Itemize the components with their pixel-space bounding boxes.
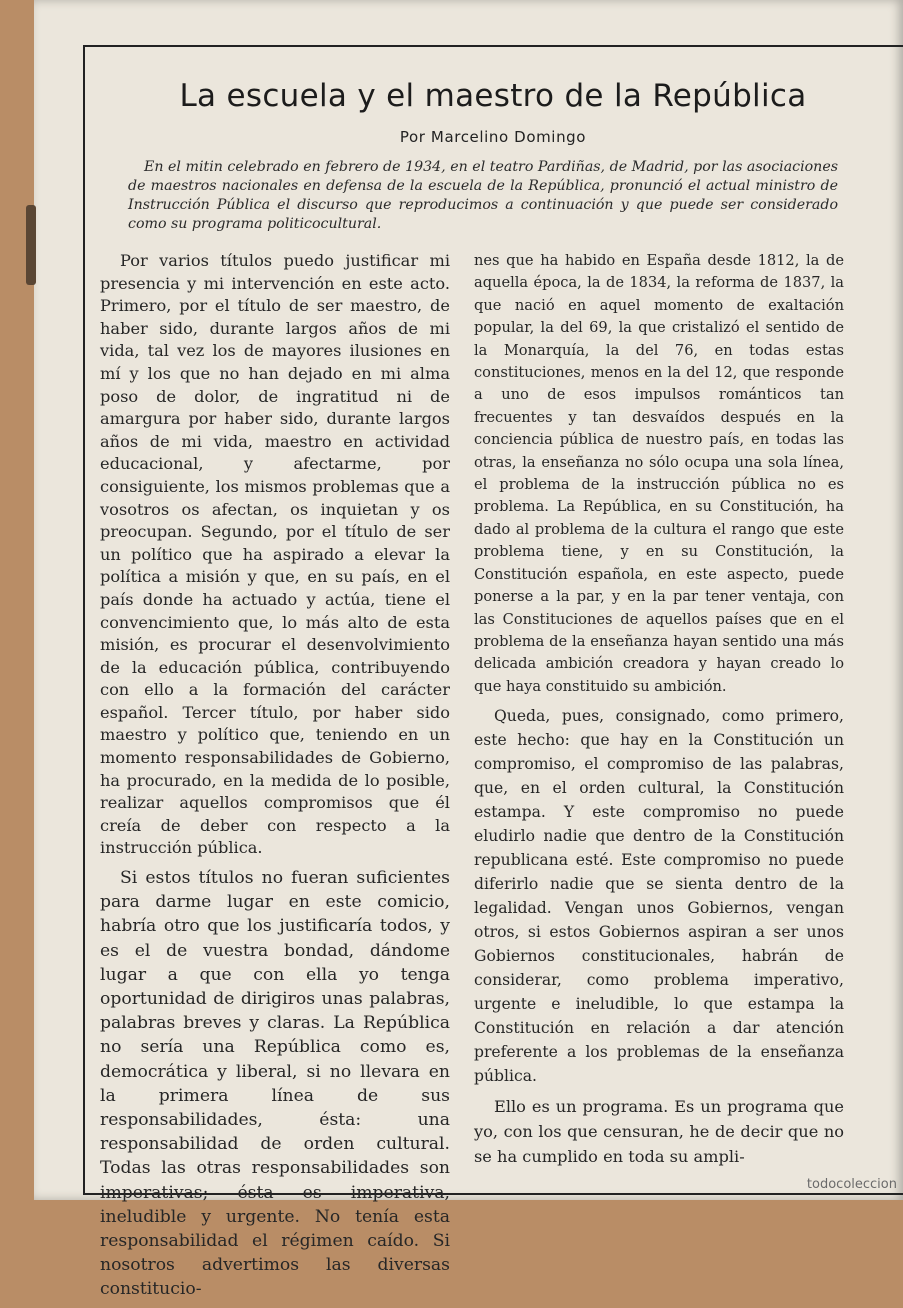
left-paragraph-1: Por varios títulos puedo justificar mi presencia y mi intervención en este acto. Primero, por el título de ser maestro, de haber sido, durante largos años de mi vida, tal vez los de mayores ilusiones en mí y los que no han dejado en mi alma poso de dolor, de ingratitud ni de amargura por haber sido, durante largos años de mi vida, maestro en actividad educacional, y afectarme, por consiguiente, los mismos problemas que a vosotros os afectan, os inquietan y os preocupan. Segundo, por el título de ser un político que ha aspirado a elevar la política a misión y que, en su país, en el país donde ha actuado y actúa, tiene el convencimiento que, lo más alto de esta misión, es procurar el desenvolvimiento de la educación pública, contribuyendo con ello a la formación del carácter español. Tercer título, por haber sido maestro y político que, teniendo en un momento responsabilidades de Gobierno, ha procurado, en la medida de lo posible, realizar aquellos compromisos que él creía de deber con respecto a la instrucción pública. (100, 251, 450, 858)
right-paragraph-3: Ello es un programa. Es un programa que yo, con los que censuran, he de decir que no se ha cumplido en toda su ampli- (474, 1097, 844, 1167)
right-column (474, 250, 844, 1175)
article-byline: Por Marcelino Domingo (399, 128, 587, 146)
left-paragraph-2: Si estos títulos no fueran suficientes para darme lugar en este comicio, habría otro que los justificaría todos, y es el de vuestra bondad, dándome lugar a que con ella yo tenga oportunidad de dirigiros unas palabras, palabras breves y claras. La República no sería una República como es, democrática y liberal, si no llevara en la primera línea de sus responsabilidades, ésta: una responsabilidad de orden cultural. Todas las otras responsabilidades son imperativas; ésta es imperativa, ineludible y urgente. No tenía esta responsabilidad el régimen caído. Si nosotros advertimos las diversas constitucio- (100, 868, 450, 1300)
right-paragraph-2: Queda, pues, consignado, como primero, este hecho: que hay en la Constitución un compromiso, el compromiso de las palabras, que, en el orden cultural, la Constitución estampa. Y este compromiso no puede eludirlo nadie que dentro de la Constitución republicana esté. Este compromiso no puede diferirlo nadie que se sienta dentro de la legalidad. Vengan unos Gobiernos, vengan otros, si estos Gobiernos aspiran a ser unos Gobiernos constitucionales, habrán de considerar, como problema imperativo, urgente e ineludible, lo que estampa la Constitución en relación a dar atención preferente a los problemas de la enseñanza pública. (474, 707, 844, 1086)
watermark: todocoleccion (806, 1177, 897, 1192)
right-paragraph-1: nes que ha habido en España desde 1812, la de aquella época, la de 1834, la reforma de 1837, la que nació en aquel momento de exaltación popular, la del 69, la que cristalizó el sentido de la Monarquía, la del 76, en todas estas constituciones, menos en la del 12, que responde a uno de esos impulsos románticos tan frecuentes y tan desvaídos después en la conciencia pública de nuestro país, en todas las otras, la enseñanza no sólo ocupa una sola línea, el problema de la instrucción pública no es problema. La República, en su Constitución, ha dado al problema de la cultura el rango que este problema tiene, y en su Constitución, la Constitución española, en este aspecto, puede ponerse a la par, y en la par tener ventaja, con las Constituciones de aquellos países que en el problema de la enseñanza hayan sentido una más delicada ambición creadora y hayan creado lo que haya constituido su ambición. (474, 252, 844, 695)
left-column (100, 250, 450, 1308)
article-title: La escuela y el maestro de la República (179, 78, 807, 114)
article-intro: En el mitin celebrado en febrero de 1934, en el teatro Pardiñas, de Madrid, por las asociaciones de maestros nacionales en defensa de la escuela de la República, pronunció el actual ministro de Instrucción Pública el discurso que reproducimos a continuación y que puede ser considerado como su programa politicocultural. (128, 159, 838, 232)
binding-mark (26, 205, 36, 285)
